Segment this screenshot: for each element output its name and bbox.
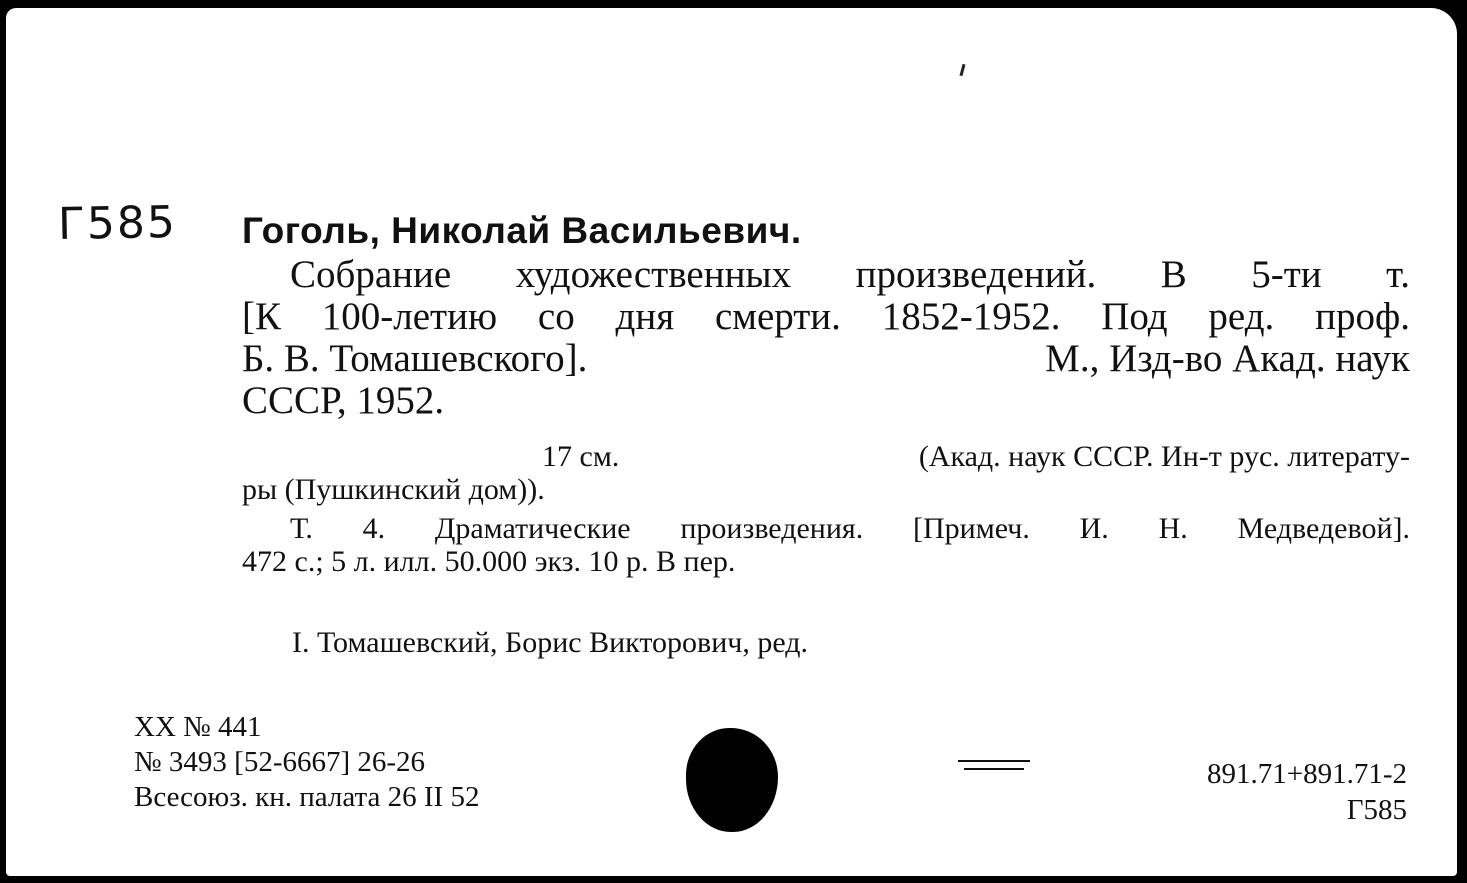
volume-line-1: Т. 4. Драматические произведения. [Примеч. И. Н. Медведевой].: [290, 512, 1410, 545]
double-rule-mark: [958, 760, 1030, 780]
editor-text: Б. В. Томашевского].: [242, 337, 588, 380]
registry-line-1: XX № 441: [134, 711, 262, 743]
publisher-text: М., Изд-во Акад. наук: [1045, 337, 1410, 380]
classification-callmark: Г585: [1346, 794, 1407, 826]
title-line-1: Собрание художественных произведений. В 5-ти т.: [290, 253, 1410, 296]
registry-line-2: № 3493 [52-6667] 26-26: [134, 746, 426, 778]
classification-number: 891.71+891.71-2: [1206, 758, 1407, 790]
ink-speck: [959, 64, 965, 76]
series-line-1: [242, 440, 1410, 473]
card-punch-hole: [686, 728, 778, 832]
volume-line-2: 472 с.; 5 л. илл. 50.000 экз. 10 р. В пер.: [242, 545, 736, 578]
title-line-3: [242, 338, 1410, 380]
call-number: Г585: [57, 196, 178, 251]
series-block: [242, 440, 1410, 578]
size-text: 17 см.: [542, 440, 620, 473]
title-block: [242, 254, 1410, 422]
title-line-4: СССР, 1952.: [242, 379, 445, 422]
series-line-2: ры (Пушкинский дом)).: [242, 473, 545, 506]
title-line-2: [К 100-летию со дня смерти. 1852-1952. Под ред. проф.: [242, 295, 1410, 338]
classification-block: [1207, 756, 1407, 828]
series-text: (Акад. наук СССР. Ин-т рус. литерату-: [918, 440, 1410, 473]
catalog-card: [6, 8, 1457, 876]
registry-line-3: Всесоюз. кн. палата 26 II 52: [134, 781, 480, 813]
registry-block: [134, 710, 479, 815]
tracing-entry: I. Томашевский, Борис Викторович, ред.: [292, 626, 809, 659]
author-heading: Гоголь, Николай Васильевич.: [242, 210, 802, 251]
